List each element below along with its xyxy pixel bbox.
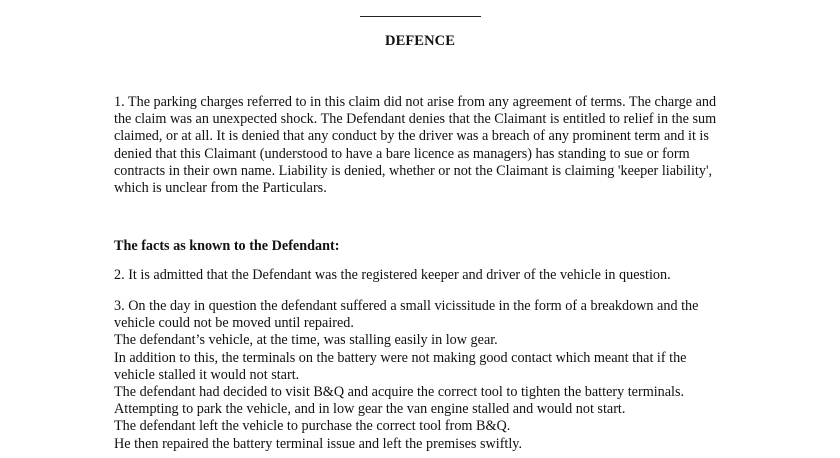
paragraph-3-line: Attempting to park the vehicle, and in low gear the van engine stalled and would not start. (114, 401, 626, 418)
paragraph-3-line: He then repaired the battery terminal issue and left the premises swiftly. (114, 435, 523, 452)
paragraph-1-line: claimed, or at all. It is denied that any conduct by the driver was a breach of any prominent term and it is (114, 128, 709, 145)
paragraph-1-line: denied that this Claimant (understood to have a bare licence as managers) has standing to sue or form (114, 145, 690, 162)
paragraph-1-line: which is unclear from the Particulars. (114, 180, 327, 197)
paragraph-1 (114, 94, 814, 197)
title-divider (360, 16, 481, 17)
paragraph-3-line: 3. On the day in question the defendant suffered a small vicissitude in the form of a breakdown and the (114, 298, 699, 314)
paragraph-3-line: In addition to this, the terminals on the battery were not making good contact which meant that if the (114, 349, 687, 366)
paragraph-3-line: The defendant’s vehicle, at the time, was stalling easily in low gear. (114, 332, 498, 349)
paragraph-1-line: contracts in their own name. Liability is denied, whether or not the Claimant is claiming 'keeper liability', (114, 162, 713, 179)
facts-heading: The facts as known to the Defendant: (114, 238, 340, 254)
paragraph-1-line: the claim was an unexpected shock. The Defendant denies that the Claimant is entitled to relief in the sum (114, 111, 717, 128)
paragraph-3 (114, 298, 814, 453)
document-title: DEFENCE (385, 33, 455, 49)
paragraph-2-line: 2. It is admitted that the Defendant was the registered keeper and driver of the vehicle in question. (114, 267, 671, 283)
paragraph-3-line: The defendant had decided to visit B&Q and acquire the correct tool to tighten the battery terminals. (114, 384, 685, 401)
paragraph-3-line: vehicle could not be moved until repaired. (114, 315, 354, 332)
paragraph-1-line: 1. The parking charges referred to in this claim did not arise from any agreement of terms. The charge and (114, 94, 717, 110)
paragraph-2 (114, 267, 814, 284)
paragraph-3-line: The defendant left the vehicle to purchase the correct tool from B&Q. (114, 418, 511, 435)
paragraph-3-line: vehicle stalled it would not start. (114, 366, 300, 383)
